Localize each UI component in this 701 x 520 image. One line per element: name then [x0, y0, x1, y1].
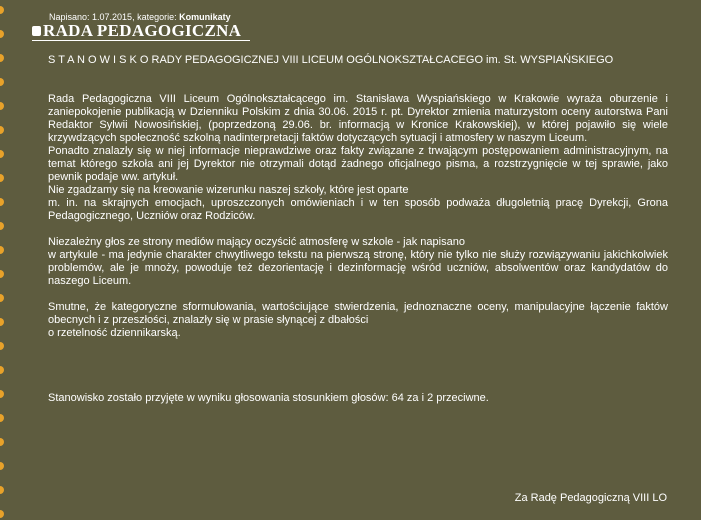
paragraph: Smutne, że kategoryczne sformułowania, wartościujące stwierdzenia, jednoznaczne oceny, manipulacyjne łączenie faktów obecnych i z przeszłości, znalazły się w prasie słynącej z dbałości — [48, 301, 668, 326]
bullet-dot-icon — [0, 270, 4, 278]
bullet-dot-icon — [0, 30, 4, 38]
bullet-dot-icon — [0, 198, 4, 206]
paragraph-line: o rzetelność dziennikarską. — [48, 327, 181, 339]
post-date-label: Napisano: 1.07.2015, kategorie: — [49, 12, 177, 22]
category-link[interactable]: Komunikaty — [179, 12, 231, 22]
bullet-dot-icon — [0, 294, 4, 302]
document-heading: S T A N O W I S K O RADY PEDAGOGICZNEJ VIII LICEUM OGÓLNOKSZTAŁCACEGO im. St. WYSPIAŃSKIEGO — [48, 54, 614, 66]
paragraph-line: Niezależny głos ze strony mediów mający oczyścić atmosferę w szkole - jak napisano — [48, 236, 465, 248]
page-title-row — [32, 22, 241, 39]
title-underline — [32, 40, 250, 41]
paragraph: Ponadto znalazły się w niej informacje nieprawdziwe oraz fakty związane z trwającym postępowaniem administracyjnym, na temat którego szkoła ani jej Dyrektor nie otrzymali dotąd żadnego oficjalnego pisma, a rozstrzygnięcie w tej sprawie, jako pewnik podaje ww. artykuł. — [48, 145, 668, 183]
bullet-dot-icon — [0, 510, 4, 518]
bullet-dot-icon — [0, 246, 4, 254]
bullet-dot-icon — [0, 6, 4, 14]
bullet-dot-icon — [0, 462, 4, 470]
bullet-dot-icon — [0, 174, 4, 182]
page-title: RADA PEDAGOGICZNA — [43, 21, 242, 40]
bullet-dot-icon — [0, 222, 4, 230]
article-body — [48, 54, 668, 405]
bullet-dot-icon — [0, 438, 4, 446]
paragraph: w artykule - ma jedynie charakter chwytliwego tekstu na pierwszą stronę, który nie tylko nie służy rozwiązywaniu jakichkolwiek problemów, ale je mnoży, powoduje też dezorientację i dezinformację wśród uczniów, absolwentów oraz kandydatów do naszego Liceum. — [48, 249, 668, 287]
bullet-dot-icon — [0, 126, 4, 134]
vote-result: Stanowisko zostało przyjęte w wyniku głosowania stosunkiem głosów: 64 za i 2 przeciwne. — [48, 392, 489, 404]
paragraph: m. in. na skrajnych emocjach, uproszczonych omówieniach i w ten sposób podważa długoletnią pracę Dyrekcji, Grona Pedagogicznego, Uczniów oraz Rodziców. — [48, 197, 668, 222]
bullet-dot-icon — [0, 414, 4, 422]
bullet-dot-icon — [0, 150, 4, 158]
bullet-dot-icon — [0, 390, 4, 398]
bullet-dot-icon — [0, 366, 4, 374]
bullet-dot-icon — [0, 54, 4, 62]
paragraph: Rada Pedagogiczna VIII Liceum Ogólnokształcącego im. Stanisława Wyspiańskiego w Krakowie wyraża oburzenie i zaniepokojenie publikacją w Dzienniku Polskim z dnia 30.06. 2015 r. pt. Dyrektor zmienia maturzystom oceny autorstwa Pani Redaktor Sylwii Nowosińskiej, (poprzedzoną 29.06. br. informacją w Kronice Krakowskiej), w której pojawiło się wiele krzywdzących społeczność szkolną nadinterpretacji faktów dotyczących sytuacji i atmosfery w naszym Liceum. — [48, 93, 668, 144]
paragraph-line: Nie zgadzamy się na kreowanie wizerunku naszej szkoły, które jest oparte — [48, 184, 409, 196]
bullet-dot-icon — [0, 486, 4, 494]
signature: Za Radę Pedagogiczną VIII LO — [514, 492, 667, 504]
bullet-dot-icon — [0, 78, 4, 86]
decorative-dot-border — [0, 0, 10, 520]
bullet-dot-icon — [0, 342, 4, 350]
bullet-dot-icon — [0, 102, 4, 110]
bullet-dot-icon — [0, 318, 4, 326]
title-bullet-icon — [32, 26, 41, 36]
